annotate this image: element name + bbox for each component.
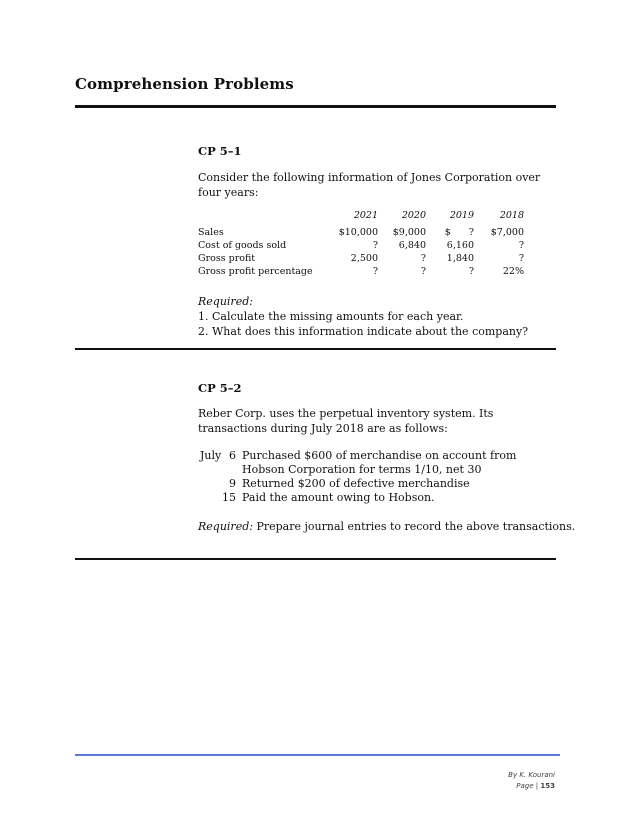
table-cell: ?: [372, 240, 378, 251]
table-cell: ?: [468, 266, 474, 277]
transaction-row: [200, 491, 560, 505]
table-row: [198, 226, 524, 239]
problem-divider: [75, 558, 556, 560]
transaction-desc: Paid the amount owing to Hobson.: [242, 491, 435, 504]
table-cell: 22%: [502, 266, 524, 277]
row-label: Sales: [198, 227, 224, 238]
row-label: Gross profit percentage: [198, 266, 313, 277]
row-label: Cost of goods sold: [198, 240, 287, 251]
financial-table: [198, 210, 524, 278]
table-cell: ?: [518, 253, 524, 264]
footer-divider: [75, 754, 560, 756]
footer-page: [516, 782, 555, 790]
problem-title-cp5-2: CP 5–2: [198, 381, 242, 395]
problem-divider: [75, 348, 556, 350]
year-header: 2020: [401, 210, 426, 221]
table-cell: $10,000: [338, 227, 378, 238]
table-row: [198, 239, 524, 252]
problem-intro-cp5-2: Reber Corp. uses the perpetual inventory system. Its transactions during July 2018 are as follows:: [198, 407, 494, 435]
problem-intro-cp5-1: Consider the following information of Jones Corporation over four years:: [198, 171, 541, 199]
table-cell: ?: [372, 266, 378, 277]
year-header: 2018: [499, 210, 524, 221]
table-cell: $ ?: [444, 227, 474, 238]
transaction-desc: Returned $200 of defective merchandise: [242, 477, 470, 490]
required-block-cp5-2: [198, 519, 578, 534]
page-label: Page |: [516, 782, 541, 790]
transaction-row: [200, 449, 560, 476]
footer-author: By K. Kourani: [508, 771, 555, 779]
table-cell: ?: [420, 266, 426, 277]
transaction-desc: Purchased $600 of merchandise on account from Hobson Corporation for terms 1/10, net 30: [242, 449, 517, 476]
table-cell: 6,840: [398, 240, 426, 251]
table-cell: 6,160: [446, 240, 474, 251]
table-header-row: [198, 210, 524, 226]
section-title: Comprehension Problems: [75, 75, 294, 93]
required-item-1: 1. Calculate the missing amounts for each year.: [198, 310, 464, 323]
required-label: Required:: [198, 520, 253, 533]
required-label: Required:: [198, 295, 253, 308]
table-row: [198, 265, 524, 278]
transaction-day: 9: [229, 477, 236, 490]
section-divider: [75, 105, 556, 108]
table-cell: ?: [420, 253, 426, 264]
page-number: 153: [540, 782, 555, 790]
table-cell: ?: [518, 240, 524, 251]
transaction-month: July: [200, 449, 222, 462]
problem-title-cp5-1: CP 5–1: [198, 144, 242, 158]
table-cell: 2,500: [350, 253, 378, 264]
table-row: [198, 252, 524, 265]
required-text: Prepare journal entries to record the above transactions.: [252, 520, 576, 533]
year-header: 2019: [449, 210, 474, 221]
required-block-cp5-1: [198, 294, 558, 339]
required-item-2: 2. What does this information indicate about the company?: [198, 325, 529, 338]
transaction-row: [200, 477, 560, 491]
table-cell: $9,000: [392, 227, 426, 238]
table-cell: $7,000: [490, 227, 524, 238]
transaction-day: 6: [229, 449, 236, 462]
table-cell: 1,840: [446, 253, 474, 264]
row-label: Gross profit: [198, 253, 256, 264]
transaction-day: 15: [222, 491, 236, 504]
year-header: 2021: [353, 210, 378, 221]
